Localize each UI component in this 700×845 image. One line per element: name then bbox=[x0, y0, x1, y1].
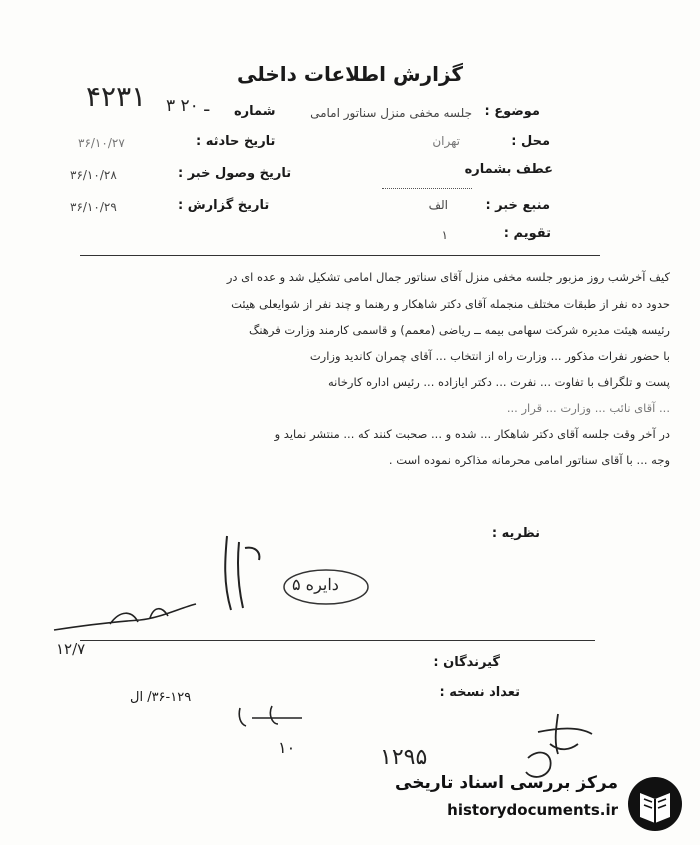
number-value: ۳ ـ ۲۰ bbox=[166, 96, 210, 116]
stamp-number: ۱۲۹۵ bbox=[380, 745, 428, 770]
body-line: حدود ده نفر از طبقات مختلف منجمله آقای دکتر شاهکار و رهنما و چند نفر از شوایعلی هیئت bbox=[231, 297, 670, 311]
marginal-note: ۱۲/۷ bbox=[56, 640, 86, 658]
body-line: پست و تلگراف با تفاوت ... نفرت ... دکتر ایازاده ... رئیس اداره کارخانه bbox=[327, 375, 670, 389]
footer-divider bbox=[80, 640, 595, 641]
incident-date-label: تاریخ حادثه : bbox=[196, 134, 276, 149]
watermark bbox=[390, 769, 690, 837]
watermark-url: historydocuments.ir bbox=[447, 801, 618, 819]
body-line: رئیسه هیئت مدیره شرکت سهامی بیمه ــ ریاضی (معمم) و قاسمی کارمند وزارت فرهنگ bbox=[249, 323, 670, 337]
reference-label: عطف بشماره bbox=[464, 162, 553, 177]
subject-value: جلسه مخفی منزل سناتور امامی bbox=[310, 106, 472, 120]
body-line: در آخر وقت جلسه آقای دکتر شاهکار ... شده و ... صحبت کنند که ... منتشر نماید و bbox=[274, 427, 670, 441]
subject-label: موضوع : bbox=[484, 104, 540, 119]
report-date-label: تاریخ گزارش : bbox=[178, 198, 270, 213]
body-line: وجه ... با آقای سناتور امامی محرمانه مذاکره نموده است . bbox=[388, 453, 670, 467]
received-date-value: ۳۶/۱۰/۲۸ bbox=[70, 168, 117, 182]
circled-note: دایره ۵ bbox=[292, 575, 339, 594]
reference-dotted-line bbox=[382, 174, 472, 193]
source-label: منبع خبر : bbox=[485, 198, 550, 213]
source-value: الف bbox=[428, 198, 448, 212]
handwritten-register-number: ۴۲۳۱ bbox=[86, 80, 147, 113]
handwritten-marginal-scribble bbox=[50, 600, 200, 640]
handwritten-small-number: ۱۰ bbox=[278, 738, 296, 757]
archive-logo-icon bbox=[626, 775, 684, 833]
copies-label: تعداد نسخه : bbox=[439, 685, 520, 700]
received-date-label: تاریخ وصول خبر : bbox=[178, 166, 292, 181]
location-value: تهران bbox=[432, 134, 460, 148]
handwritten-ratio-note bbox=[232, 700, 312, 734]
circled-note-ring bbox=[280, 565, 372, 609]
body-line: کیف آخرشب روز مزبور جلسه مخفی منزل آقای سناتور جمال امامی تشکیل شد و عده ای در bbox=[226, 270, 670, 284]
body-line: ... آقای نائب ... وزارت ... قرار ... bbox=[506, 401, 670, 415]
incident-date-value: ۳۶/۱۰/۲۷ bbox=[78, 136, 125, 150]
location-label: محل : bbox=[511, 134, 550, 149]
evaluation-value: ۱ bbox=[441, 228, 448, 242]
opinion-label: نظریه : bbox=[491, 526, 540, 541]
report-date-value: ۳۶/۱۰/۲۹ bbox=[70, 200, 117, 214]
body-line: با حضور نفرات مذکور ... وزارت راه از انتخاب ... آقای چمران کاندید وزارت bbox=[309, 349, 670, 363]
handwritten-signature-mark bbox=[205, 528, 265, 618]
header-divider bbox=[80, 255, 600, 256]
evaluation-label: تقویم : bbox=[503, 226, 551, 241]
file-number: ۳۶-۱۲۹/ ال bbox=[130, 690, 192, 705]
page-title: گزارش اطلاعات داخلی bbox=[236, 62, 464, 86]
recipients-label: گیرندگان : bbox=[433, 655, 500, 670]
watermark-name: مرکز بررسی اسناد تاریخی bbox=[395, 773, 618, 793]
number-label: شماره bbox=[234, 104, 276, 119]
